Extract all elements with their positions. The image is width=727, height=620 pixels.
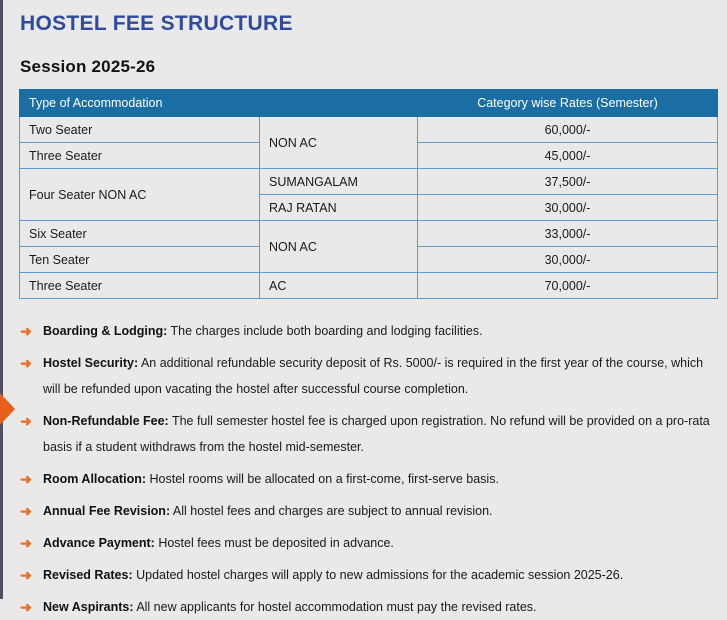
- arrow-right-icon: ➜: [20, 599, 32, 615]
- cell-rate: 30,000/-: [418, 195, 718, 221]
- list-item-text: All hostel fees and charges are subject to annual revision.: [170, 504, 493, 518]
- cell-accommodation-type: Four Seater NON AC: [20, 169, 260, 221]
- list-item-text: The charges include both boarding and lodging facilities.: [167, 324, 483, 338]
- table-row: [20, 117, 718, 143]
- cell-rate: 45,000/-: [418, 143, 718, 169]
- arrow-right-icon: ➜: [20, 413, 32, 429]
- cell-accommodation-type: Ten Seater: [20, 247, 260, 273]
- cell-accommodation-type: Three Seater: [20, 273, 260, 299]
- cell-accommodation-type: Six Seater: [20, 221, 260, 247]
- table-header-row: [20, 90, 718, 117]
- column-header-type: Type of Accommodation: [20, 90, 260, 117]
- list-item-text: Hostel fees must be deposited in advance.: [154, 536, 394, 550]
- arrow-right-icon: ➜: [20, 323, 32, 339]
- list-item: [20, 318, 710, 344]
- cell-rate: 33,000/-: [418, 221, 718, 247]
- cell-rate: 70,000/-: [418, 273, 718, 299]
- table-header: [20, 90, 718, 117]
- list-item: [20, 350, 710, 402]
- page-title: HOSTEL FEE STRUCTURE: [20, 12, 293, 35]
- table-body: [20, 117, 718, 299]
- cell-category: RAJ RATAN: [260, 195, 418, 221]
- cell-category: SUMANGALAM: [260, 169, 418, 195]
- cell-category: NON AC: [260, 117, 418, 169]
- list-item: [20, 408, 710, 460]
- cell-rate: 60,000/-: [418, 117, 718, 143]
- arrow-right-icon: ➜: [20, 355, 32, 371]
- left-edge-marker-icon: [0, 393, 15, 425]
- cell-accommodation-type: Three Seater: [20, 143, 260, 169]
- list-item-label: Boarding & Lodging:: [43, 324, 168, 338]
- table-row: [20, 169, 718, 195]
- list-item-text: The full semester hostel fee is charged upon registration. No refund will be provided on a pro-rata basis if a student withdraws from the hostel mid-semester.: [43, 414, 710, 454]
- notes-list: [20, 318, 710, 620]
- table-row: [20, 273, 718, 299]
- list-item: [20, 498, 710, 524]
- arrow-right-icon: ➜: [20, 567, 32, 583]
- column-header-rates: Category wise Rates (Semester): [418, 90, 718, 117]
- list-item-text: Hostel rooms will be allocated on a first-come, first-serve basis.: [146, 472, 499, 486]
- list-item-text: An additional refundable security deposit of Rs. 5000/- is required in the first year of the course, which will be refunded upon vacating the hostel after successful course completion.: [43, 356, 704, 396]
- arrow-right-icon: ➜: [20, 535, 32, 551]
- list-item-text: Updated hostel charges will apply to new admissions for the academic session 2025-26.: [132, 568, 624, 582]
- list-item-label: New Aspirants:: [43, 600, 134, 614]
- list-item-label: Annual Fee Revision:: [43, 504, 171, 518]
- hostel-fee-table: [19, 89, 718, 299]
- session-subtitle: Session 2025-26: [20, 57, 156, 76]
- cell-category: AC: [260, 273, 418, 299]
- cell-rate: 37,500/-: [418, 169, 718, 195]
- cell-category: NON AC: [260, 221, 418, 273]
- list-item-label: Room Allocation:: [43, 472, 147, 486]
- list-item-label: Non-Refundable Fee:: [43, 414, 169, 428]
- list-item-label: Revised Rates:: [43, 568, 133, 582]
- fee-table-container: [19, 89, 717, 299]
- cell-accommodation-type: Two Seater: [20, 117, 260, 143]
- list-item: [20, 594, 710, 620]
- list-item-text: All new applicants for hostel accommodation must pay the revised rates.: [133, 600, 537, 614]
- table-row: [20, 221, 718, 247]
- cell-rate: 30,000/-: [418, 247, 718, 273]
- list-item: [20, 530, 710, 556]
- column-header-category: [260, 90, 418, 117]
- list-item: [20, 562, 710, 588]
- list-item-label: Hostel Security:: [43, 356, 139, 370]
- list-item-label: Advance Payment:: [43, 536, 155, 550]
- list-item: [20, 466, 710, 492]
- arrow-right-icon: ➜: [20, 471, 32, 487]
- arrow-right-icon: ➜: [20, 503, 32, 519]
